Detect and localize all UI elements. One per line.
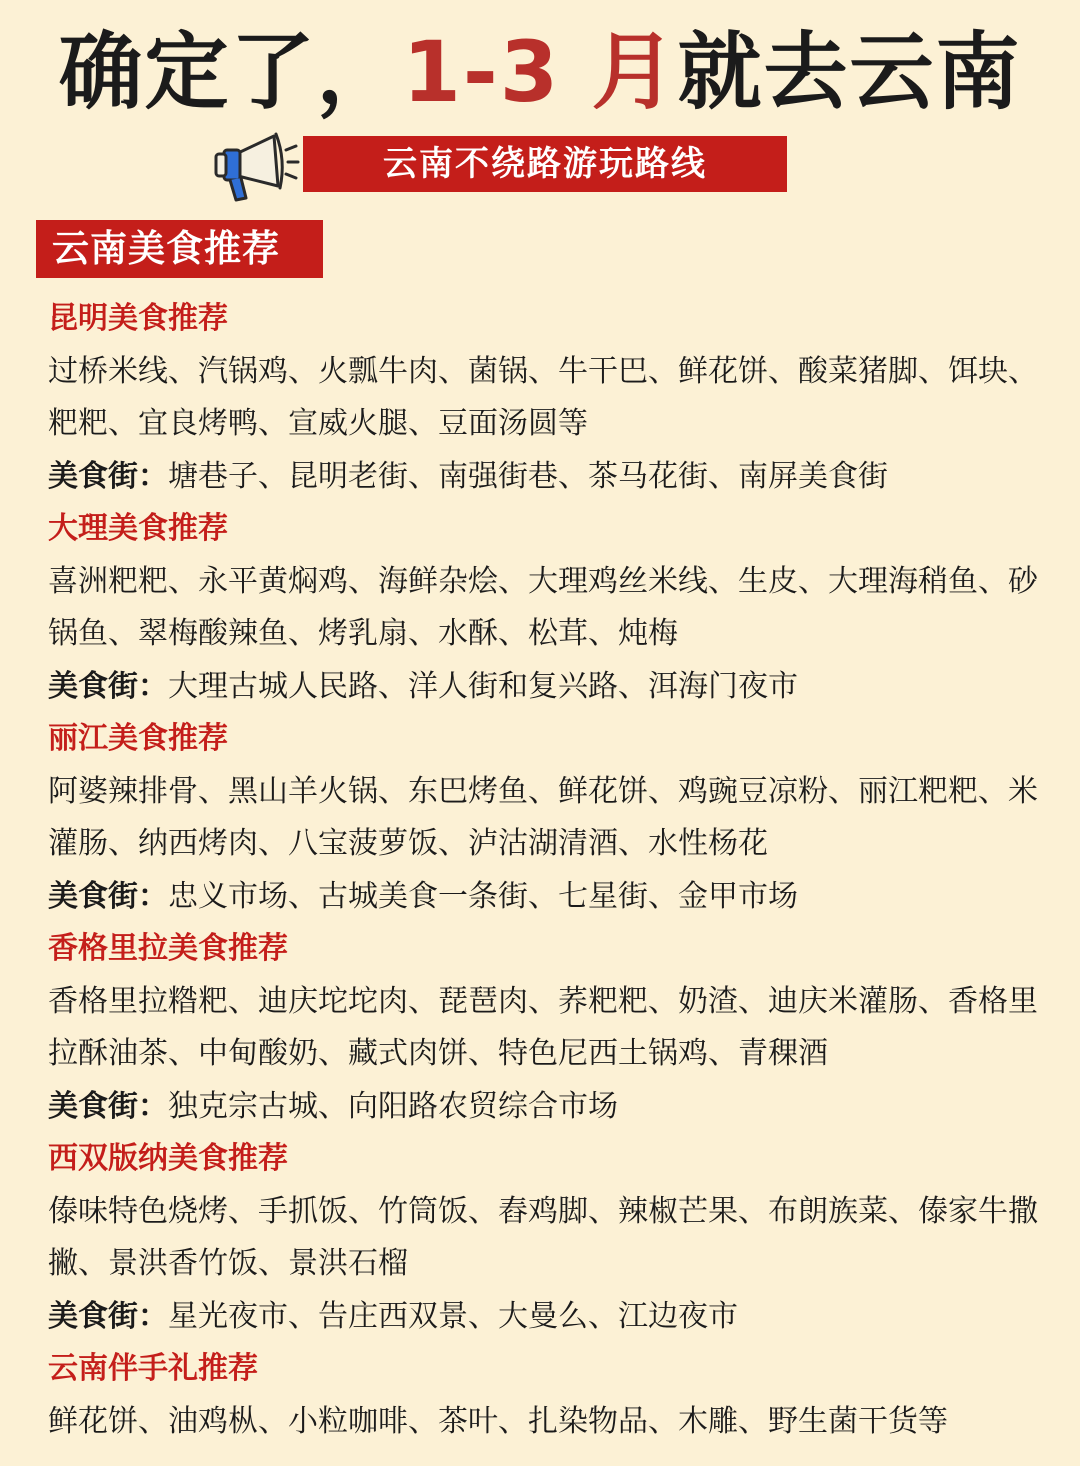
souvenir-list: 鲜花饼、油鸡枞、小粒咖啡、茶叶、扎染物品、木雕、野生菌干货等 (48, 1403, 948, 1439)
city-block-dali (48, 503, 1058, 713)
content (48, 293, 1058, 1448)
food-street-label: 美食街： (48, 458, 168, 494)
title-accent: 1-3 月 (402, 23, 678, 121)
food-list: 香格里拉糌粑、迪庆坨坨肉、琵琶肉、荞粑粑、奶渣、迪庆米灌肠、香格里拉酥油茶、中甸酸奶、藏式肉饼、特色尼西土锅鸡、青稞酒 (48, 983, 1038, 1071)
page-title (0, 22, 1080, 122)
food-street-line (48, 871, 1058, 924)
food-street-list: 塘巷子、昆明老街、南强街巷、茶马花街、南屏美食街 (168, 458, 888, 494)
food-street-label: 美食街： (48, 878, 168, 914)
food-street-line (48, 661, 1058, 714)
title-suffix: 就去云南 (677, 23, 1022, 121)
food-street-label: 美食街： (48, 1298, 168, 1334)
city-block-shangri-la (48, 923, 1058, 1133)
souvenir-heading: 云南伴手礼推荐 (48, 1351, 258, 1386)
title-prefix: 确定了， (58, 23, 403, 121)
food-street-label: 美食街： (48, 668, 168, 704)
food-street-label: 美食街： (48, 1088, 168, 1124)
food-list: 过桥米线、汽锅鸡、火瓢牛肉、菌锅、牛干巴、鲜花饼、酸菜猪脚、饵块、粑粑、宜良烤鸭、宣威火腿、豆面汤圆等 (48, 353, 1038, 441)
city-block-xishuangbanna (48, 1133, 1058, 1343)
food-list: 喜洲粑粑、永平黄焖鸡、海鲜杂烩、大理鸡丝米线、生皮、大理海稍鱼、砂锅鱼、翠梅酸辣鱼、烤乳扇、水酥、松茸、炖梅 (48, 563, 1038, 651)
section-title: 云南美食推荐 (36, 220, 323, 278)
city-block-lijiang (48, 713, 1058, 923)
food-street-line (48, 451, 1058, 504)
subtitle-banner: 云南不绕路游玩路线 (303, 136, 787, 192)
souvenir-block (48, 1343, 1058, 1448)
city-heading: 西双版纳美食推荐 (48, 1141, 288, 1176)
food-street-list: 忠义市场、古城美食一条街、七星街、金甲市场 (168, 878, 798, 914)
food-street-list: 大理古城人民路、洋人街和复兴路、洱海门夜市 (168, 668, 798, 704)
city-heading: 丽江美食推荐 (48, 721, 228, 756)
food-street-line (48, 1291, 1058, 1344)
city-block-kunming (48, 293, 1058, 503)
city-heading: 大理美食推荐 (48, 511, 228, 546)
food-street-list: 独克宗古城、向阳路农贸综合市场 (168, 1088, 618, 1124)
food-list: 傣味特色烧烤、手抓饭、竹筒饭、舂鸡脚、辣椒芒果、布朗族菜、傣家牛撒撇、景洪香竹饭、景洪石榴 (48, 1193, 1038, 1281)
food-street-list: 星光夜市、告庄西双景、大曼么、江边夜市 (168, 1298, 738, 1334)
city-heading: 香格里拉美食推荐 (48, 931, 288, 966)
city-heading: 昆明美食推荐 (48, 301, 228, 336)
food-list: 阿婆辣排骨、黑山羊火锅、东巴烤鱼、鲜花饼、鸡豌豆凉粉、丽江粑粑、米灌肠、纳西烤肉、八宝菠萝饭、泸沽湖清酒、水性杨花 (48, 773, 1038, 861)
megaphone-icon (208, 128, 300, 210)
food-street-line (48, 1081, 1058, 1134)
